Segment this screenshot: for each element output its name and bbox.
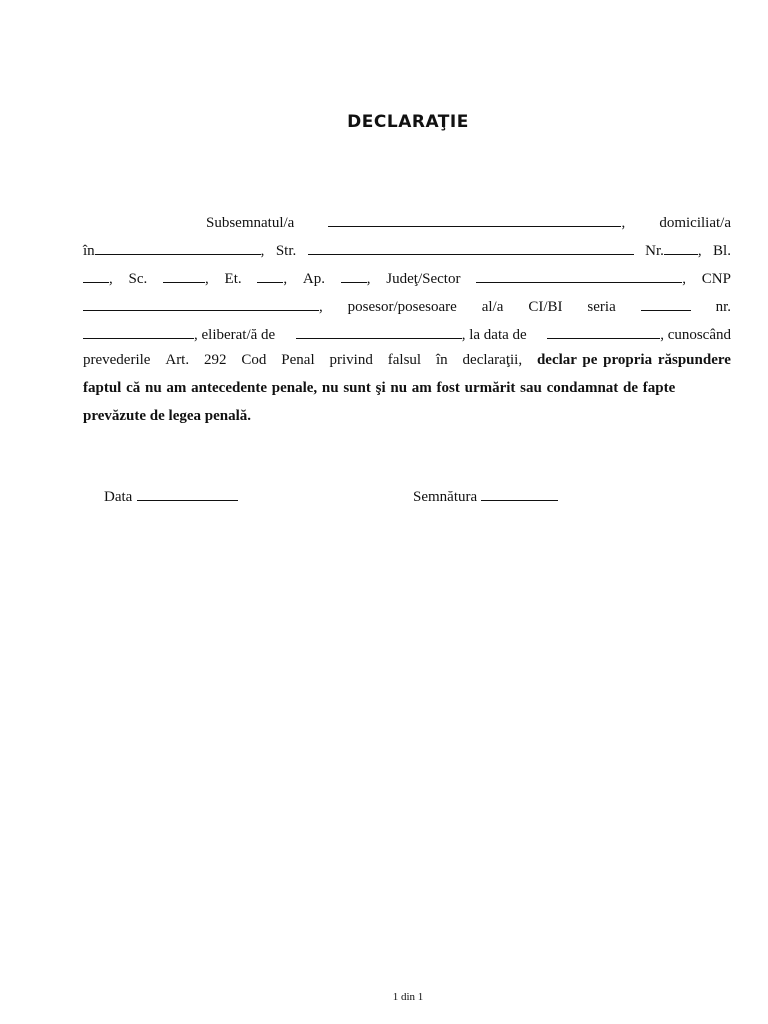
label-sc: Sc.	[128, 271, 148, 287]
bold-faptul: faptul că nu am antecedente penale, nu sunt şi nu am fost urmărit sau condamnat de fapte	[83, 380, 676, 396]
label-str: Str.	[275, 243, 297, 259]
label-nr-small: nr.	[715, 299, 731, 315]
floor-blank[interactable]	[257, 268, 283, 283]
label-et: Et.	[224, 271, 242, 287]
word-penal: Penal	[281, 352, 315, 368]
paragraph-line-1: Subsemnatul/a , domiciliat/a	[83, 212, 731, 232]
word-art: Art.	[165, 352, 190, 368]
label-posesor: posesor/posesoare	[347, 299, 457, 315]
issued-by-blank[interactable]	[296, 324, 462, 339]
word-cod: Cod	[241, 352, 267, 368]
date-blank[interactable]	[137, 486, 238, 501]
label-in: în	[83, 243, 95, 259]
signature-field	[413, 486, 558, 507]
id-number-blank[interactable]	[83, 324, 194, 339]
paragraph-line-3: , Sc. , Et. , Ap. , Judeţ/Sector , CNP	[83, 268, 731, 288]
county-blank[interactable]	[476, 268, 682, 283]
label-semnatura: Semnătura	[413, 489, 478, 505]
document-title: DECLARAŢIE	[347, 112, 469, 132]
label-judet: Judeţ/Sector	[386, 271, 461, 287]
issue-date-blank[interactable]	[547, 324, 660, 339]
label-eliberat: , eliberat/ă de	[194, 327, 276, 343]
block-blank[interactable]	[83, 268, 109, 283]
label-ala: al/a	[481, 299, 504, 315]
apartment-blank[interactable]	[341, 268, 367, 283]
cnp-blank[interactable]	[83, 296, 319, 311]
series-blank[interactable]	[641, 296, 691, 311]
label-la-data: , la data de	[461, 327, 527, 343]
label-subsemnatul: Subsemnatul/a	[206, 215, 295, 231]
word-prevederile: prevederile	[83, 352, 151, 368]
locality-blank[interactable]	[95, 240, 261, 255]
bold-prevazute: prevăzute de legea penală.	[83, 408, 252, 424]
paragraph-line-6	[83, 350, 731, 370]
name-blank[interactable]	[328, 212, 621, 227]
label-domiciliat: domiciliat/a	[659, 215, 731, 231]
label-cunoscand: , cunoscând	[660, 327, 731, 343]
paragraph-line-5	[83, 324, 731, 344]
word-292: 292	[204, 352, 227, 368]
label-bl: Bl.	[713, 243, 731, 259]
label-cnp: CNP	[701, 271, 731, 287]
street-blank[interactable]	[308, 240, 634, 255]
label-ap: Ap.	[302, 271, 326, 287]
number-blank[interactable]	[664, 240, 698, 255]
page-number: 1 din 1	[392, 991, 424, 1003]
word-declaratii: declaraţii,	[462, 352, 523, 368]
date-field	[104, 486, 238, 507]
paragraph-line-8	[83, 406, 731, 426]
bold-declar: declar pe propria răspundere	[536, 352, 731, 368]
paragraph-line-2: în , Str. Nr. , Bl.	[83, 240, 731, 260]
word-privind: privind	[329, 352, 373, 368]
label-cibi: CI/BI	[528, 299, 563, 315]
word-falsul: falsul	[387, 352, 422, 368]
paragraph-line-4: , posesor/posesoare al/a CI/BI seria nr.	[83, 296, 731, 316]
word-in: în	[435, 352, 448, 368]
label-data: Data	[104, 489, 133, 505]
signature-blank[interactable]	[481, 486, 558, 501]
staircase-blank[interactable]	[163, 268, 205, 283]
label-nr: Nr.	[645, 243, 664, 259]
label-seria: seria	[587, 299, 616, 315]
paragraph-line-7	[83, 378, 731, 398]
